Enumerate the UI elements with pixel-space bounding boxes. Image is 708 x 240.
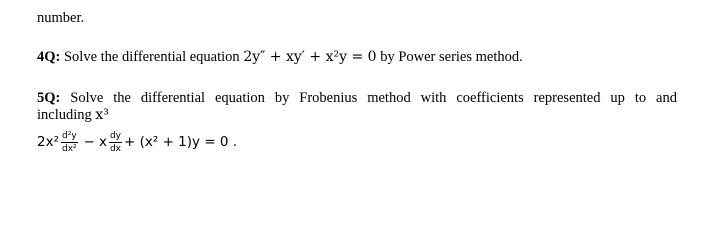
intro-text: number. [37, 10, 85, 26]
question-5-equation [37, 124, 237, 160]
fraction-second-derivative [61, 131, 78, 154]
fraction-first-derivative [109, 131, 122, 154]
fraction-numerator: d²y [62, 130, 77, 141]
equation-x-term: x [98, 134, 107, 150]
question-5-including-text: including [37, 107, 92, 123]
fraction-numerator: dy [109, 130, 122, 141]
question-4-label: 4Q: [37, 49, 61, 65]
equation-minus-sign: − [83, 134, 95, 150]
equation-tail: + (x² + 1)y = 0 . [124, 134, 238, 150]
question-4-equation: 2y″ + xy′ + x²y = 0 [243, 49, 377, 65]
equation-lead-term: 2x² [37, 134, 59, 150]
question-5-label: 5Q: [37, 90, 61, 106]
question-4 [37, 49, 523, 65]
question-5-line-2 [37, 107, 109, 123]
question-5-line-1 [37, 90, 677, 106]
question-5-text: Solve the differential equation by Frobenius method with coefficients represented up to and [70, 90, 677, 106]
fraction-denominator: dx² [62, 143, 77, 154]
question-4-text-after: by Power series method. [380, 49, 523, 65]
question-4-text-before: Solve the differential equation [63, 49, 240, 65]
question-5-power: x³ [95, 107, 109, 123]
fraction-denominator: dx [109, 143, 122, 154]
